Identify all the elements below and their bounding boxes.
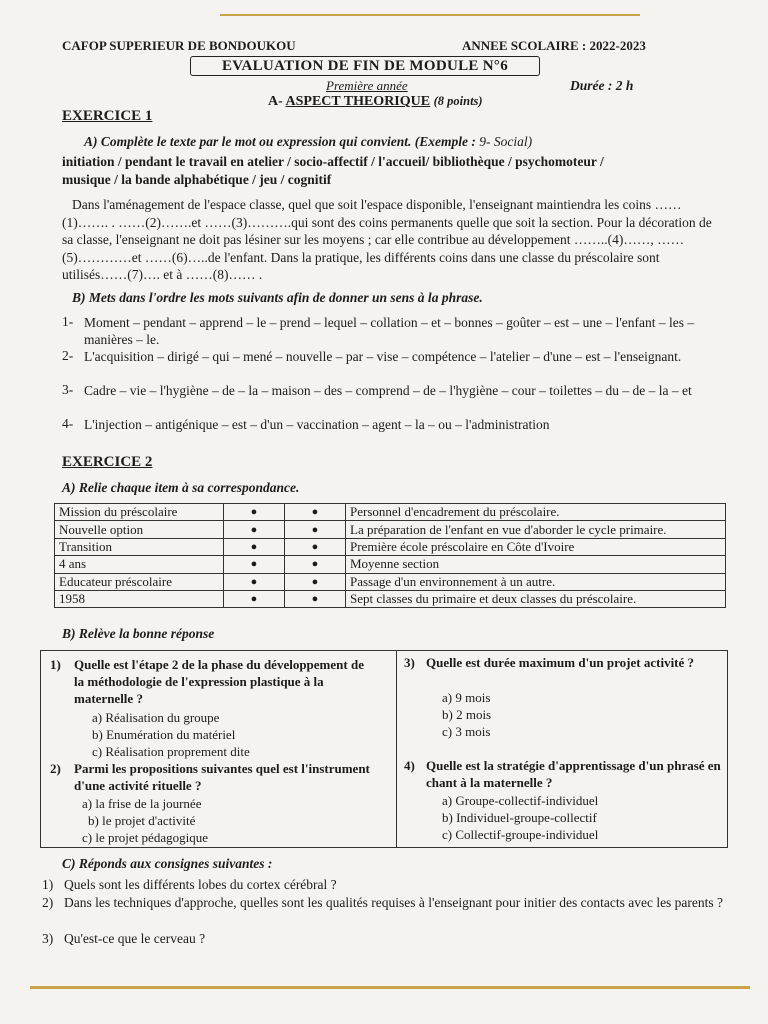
section-prefix: A- — [268, 94, 283, 109]
table-row — [55, 590, 726, 607]
c-item-number: 2) — [42, 895, 54, 910]
question-number: 1) — [50, 657, 61, 672]
c-item-number: 1) — [42, 877, 54, 892]
sentence-item: L'acquisition – dirigé – qui – mené – nouvelle – par – vise – compétence – l'atelier – d'une – est – l'enseignant. — [84, 349, 682, 364]
left-item: Mission du préscolaire — [55, 504, 224, 521]
question-text: Quelle est durée maximum d'un projet activité ? — [426, 655, 695, 670]
left-bullet[interactable]: ● — [224, 504, 285, 521]
question-number: 4) — [404, 758, 415, 773]
left-bullet[interactable]: ● — [224, 556, 285, 573]
right-item: La préparation de l'enfant en vue d'aborder le cycle primaire. — [346, 521, 726, 538]
ex2-a-instruction: A) Relie chaque item à sa correspondance. — [62, 480, 300, 495]
sentence-item: L'injection – antigénique – est – d'un – vaccination – agent – la – ou – l'administration — [84, 417, 550, 432]
ex1-b-instruction: B) Mets dans l'ordre les mots suivants afin de donner un sens à la phrase. — [72, 290, 483, 305]
section-title: ASPECT THEORIQUE — [285, 94, 431, 109]
left-bullet[interactable]: ● — [224, 521, 285, 538]
right-bullet[interactable]: ● — [285, 556, 346, 573]
right-bullet[interactable]: ● — [285, 573, 346, 590]
sentence-number: 3- — [62, 382, 74, 397]
top-decorative-line — [220, 14, 640, 16]
ex2-c-instruction: C) Réponds aux consignes suivantes : — [62, 856, 273, 871]
left-item: Nouvelle option — [55, 521, 224, 538]
table-row — [55, 556, 726, 573]
table-row — [55, 573, 726, 590]
answer-option[interactable]: b) 2 mois — [442, 707, 492, 722]
right-bullet[interactable]: ● — [285, 504, 346, 521]
answer-option[interactable]: b) le projet d'activité — [88, 813, 196, 828]
answer-option[interactable]: a) la frise de la journée — [82, 796, 202, 811]
right-bullet[interactable]: ● — [285, 521, 346, 538]
word-bank-line-1: initiation / pendant le travail en atelier / socio-affectif / l'accueil/ bibliothèque / psychomoteur / — [62, 154, 604, 169]
right-bullet[interactable]: ● — [285, 538, 346, 555]
sentence-number: 1- — [62, 314, 74, 329]
right-item: Sept classes du primaire et deux classes du préscolaire. — [346, 590, 726, 607]
question-number: 2) — [50, 761, 61, 776]
table-row — [55, 504, 726, 521]
question-text: Quelle est l'étape 2 de la phase du développement de la méthodologie de l'expression plastique à la maternelle ? — [74, 657, 364, 706]
c-item-text: Dans les techniques d'approche, quelles sont les qualités requises à l'enseignant pour initier des contacts avec les parents ? — [64, 895, 724, 910]
exercise-1-title: EXERCICE 1 — [62, 108, 153, 124]
question-number: 3) — [404, 655, 415, 670]
duration-label: Durée : 2 h — [570, 78, 634, 93]
sentence-number: 2- — [62, 348, 74, 363]
answer-option[interactable]: c) Collectif-groupe-individuel — [442, 827, 599, 842]
answer-option[interactable]: a) Réalisation du groupe — [92, 710, 220, 725]
right-item: Personnel d'encadrement du préscolaire. — [346, 504, 726, 521]
left-bullet[interactable]: ● — [224, 590, 285, 607]
left-item: 4 ans — [55, 556, 224, 573]
left-bullet[interactable]: ● — [224, 573, 285, 590]
ex1-a-example: 9- Social) — [479, 134, 533, 149]
answer-option[interactable]: c) Réalisation proprement dite — [92, 744, 250, 759]
answer-option[interactable]: c) 3 mois — [442, 724, 491, 739]
ex1-a-instruction — [84, 134, 532, 150]
word-bank-line-2: musique / la bande alphabétique / jeu / cognitif — [62, 172, 332, 187]
left-item: Transition — [55, 538, 224, 555]
fill-in-paragraph: Dans l'aménagement de l'espace classe, quel que soit l'espace disponible, l'enseignant maintiendra les coins ……(1)……. . ……(2)…….et ……(3)……….qui sont des coins permanents quelle que soit la section. Pour la décoration de sa classe, l'enseignant ne doit pas lésiner sur les moyens ; car elle contribue au développement ……..(4)……, ……(5)…………et ……(6)…..de l'enfant. Dans la pratique, les différents coins dans une classe du préscolaire sont utilisés……(7)…. et à ……(8)…… . — [62, 197, 712, 282]
exam-title: EVALUATION DE FIN DE MODULE N°6 — [190, 56, 540, 76]
mcq-divider — [396, 650, 397, 848]
answer-option[interactable]: a) 9 mois — [442, 690, 491, 705]
answer-option[interactable]: b) Individuel-groupe-collectif — [442, 810, 597, 825]
answer-option[interactable]: b) Enumération du matériel — [92, 727, 236, 742]
c-item-number: 3) — [42, 931, 54, 946]
school-name: CAFOP SUPERIEUR DE BONDOUKOU — [62, 38, 296, 53]
table-row — [55, 538, 726, 555]
right-item: Première école préscolaire en Côte d'Ivoire — [346, 538, 726, 555]
school-year: ANNEE SCOLAIRE : 2022-2023 — [462, 38, 646, 53]
question-text: Quelle est la stratégie d'apprentissage d'un phrasé en chant à la maternelle ? — [426, 758, 721, 790]
right-item: Passage d'un environnement à un autre. — [346, 573, 726, 590]
right-bullet[interactable]: ● — [285, 590, 346, 607]
c-item-text: Qu'est-ce que le cerveau ? — [64, 931, 206, 946]
bottom-decorative-line — [30, 986, 750, 989]
right-item: Moyenne section — [346, 556, 726, 573]
sentence-number: 4- — [62, 416, 74, 431]
left-item: 1958 — [55, 590, 224, 607]
table-row — [55, 521, 726, 538]
exercise-2-title: EXERCICE 2 — [62, 454, 153, 470]
ex2-b-instruction: B) Relève la bonne réponse — [62, 626, 215, 641]
ex1-a-instruction-text: A) Complète le texte par le mot ou expression qui convient. (Exemple : — [84, 134, 476, 149]
sentence-item: Cadre – vie – l'hygiène – de – la – maison – des – comprend – de – l'hygiène – cour – toilettes – du – de – la – et — [84, 383, 692, 398]
matching-table — [54, 503, 726, 608]
answer-option[interactable]: a) Groupe-collectif-individuel — [442, 793, 599, 808]
question-text: Parmi les propositions suivantes quel est l'instrument d'une activité rituelle ? — [74, 761, 370, 793]
c-item-text: Quels sont les différents lobes du cortex cérébral ? — [64, 877, 337, 892]
left-bullet[interactable]: ● — [224, 538, 285, 555]
section-heading — [268, 94, 483, 110]
left-item: Educateur préscolaire — [55, 573, 224, 590]
level-label: Première année — [326, 78, 408, 93]
section-points: (8 points) — [433, 94, 483, 108]
answer-option[interactable]: c) le projet pédagogique — [82, 830, 208, 845]
sentence-item: Moment – pendant – apprend – le – prend – lequel – collation – et – bonnes – goûter – est – une – l'enfant – les – manières – le. — [84, 315, 695, 347]
